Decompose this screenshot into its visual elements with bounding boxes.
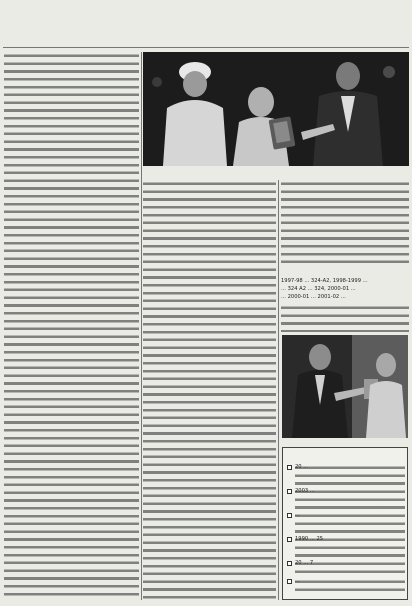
highlight-text: 1990 ... 25 xyxy=(295,536,405,558)
highlight-item xyxy=(287,560,405,576)
highlights-box xyxy=(282,447,408,600)
biography-entry: ... 2000-01 ... 2001-02 ... xyxy=(281,293,346,300)
award-photo xyxy=(143,52,409,166)
column-rule xyxy=(278,180,279,600)
headline xyxy=(2,4,410,46)
checkbox-icon xyxy=(287,579,292,584)
checkbox-icon xyxy=(287,489,292,494)
checkbox-icon xyxy=(287,561,292,566)
biography-entry: ... 324 A2 ... 324, 2000-01 ... xyxy=(281,285,356,292)
highlight-text: 2003 ... xyxy=(295,488,405,510)
highlight-item xyxy=(287,464,405,486)
presentation-photo-caption xyxy=(282,438,408,446)
checkbox-icon xyxy=(287,537,292,542)
biography-entries xyxy=(281,278,409,302)
right-article-column xyxy=(281,180,409,266)
presentation-photo xyxy=(282,335,408,438)
highlight-text: 20 ... 7 xyxy=(295,560,405,576)
column-rule xyxy=(141,52,142,600)
headline-rule xyxy=(3,47,409,48)
highlight-item xyxy=(287,536,405,558)
highlight-text: 20 ... xyxy=(295,464,405,486)
middle-article-column xyxy=(143,180,276,600)
biography-body xyxy=(281,304,409,332)
award-photo-image xyxy=(143,52,409,166)
presentation-photo-image xyxy=(282,335,408,438)
highlight-text: ... xyxy=(295,512,405,534)
highlight-item xyxy=(287,512,405,534)
highlight-item xyxy=(287,488,405,510)
biography-entry: 1997-98 ... 324-A2, 1998-1999 ... xyxy=(281,278,368,284)
checkbox-icon xyxy=(287,465,292,470)
award-photo-caption xyxy=(143,167,409,177)
left-article-column xyxy=(4,52,139,600)
highlight-item xyxy=(287,578,405,594)
checkbox-icon xyxy=(287,513,292,518)
highlight-text: ... xyxy=(295,578,405,594)
